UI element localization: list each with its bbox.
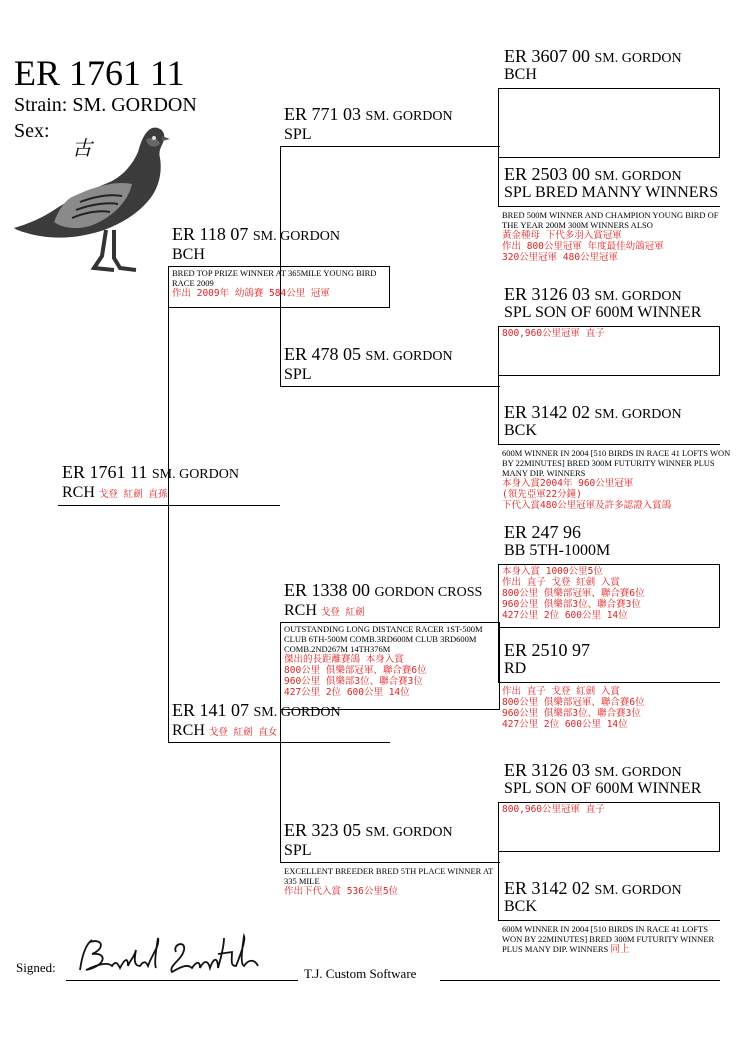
sire-ring: ER 118 07 SM. GORDON [172,224,340,244]
software-credit: T.J. Custom Software [304,966,417,981]
sire-sire-color: SPL [284,126,312,143]
sire-dam-color: SPL [284,366,312,383]
dam-dam-ring: ER 323 05 SM. GORDON [284,820,453,840]
signature-image [72,930,272,986]
ggp-ring: ER 3142 02 SM. GORDON [504,402,682,422]
ggp-color: SPL SON OF 600M WINNER [504,304,702,321]
dam-sire-color: RCH 戈登 紅劍 [284,602,365,619]
dam-dam-notes: EXCELLENT BREEDER BRED 5TH PLACE WINNER AT 335 MILE 作出下代入賞 536公里5位 [284,866,494,897]
subject-line [58,505,280,506]
ggp-ring: ER 3126 03 SM. GORDON [504,760,682,780]
pedigree-title: ER 1761 11 [14,53,185,93]
ggp-ring: ER 3126 03 SM. GORDON [504,284,682,304]
subject-ring: ER 1761 11 SM. GORDON [62,462,239,482]
ggp-line [498,206,720,207]
dam-sire-ring: ER 1338 00 GORDON CROSS [284,580,483,600]
ggp-ring: ER 2503 00 SM. GORDON [504,164,682,184]
ggp-color: BB 5TH-1000M [504,542,611,559]
ggp-notes: 800,960公里冠軍 直子 [498,326,720,376]
ggp-notes: 600M WINNER IN 2004 [510 BIRDS IN RACE 41 LOFTS WON BY 22MINUTES] BRED 300M FUTURITY WINNER PLUS MANY DIP. WINNERS 本身入賞2004年 960公里冠軍 (領先亞軍22分鐘) 下代入賞480公里冠軍及許多認證入賞鴿 [502,448,731,511]
dam-color: RCH 戈登 紅劍 直女 [172,722,278,739]
sire-color: BCH [172,246,205,263]
dam-line [168,742,390,743]
dam-sire-notes: OUTSTANDING LONG DISTANCE RACER 1ST-500M CLUB 6TH-500M COMB.3RD600M CLUB 3RD600M COMB.2ND267M 14TH376M 傑出的長距離賽鴿 本身入賞 800公里 俱樂部冠軍、聯合賽6位 960公里 俱樂部3位、聯合賽3位 427公里 2位 600公里 14位 [280,622,500,710]
dam-ring: ER 141 07 SM. GORDON [172,700,341,720]
ggp-notes: 作出 直子 戈登 紅劍 入賞 800公里 俱樂部冠軍、聯合賽6位 960公里 俱樂部3位、聯合賽3位 427公里 2位 600公里 14位 [502,686,645,730]
ggp-notes: BRED 500M WINNER AND CHAMPION YOUNG BIRD OF THE YEAR 200M 300M WINNERS ALSO 黃金種母 下代多羽入賞冠軍 作出 800公里冠軍 年度最佳幼鴿冠軍 320公里冠軍 480公里冠軍 [502,210,719,263]
ggp-ring: ER 2510 97 [504,640,591,660]
signed-label: Signed: [16,960,56,975]
dam-dam-color: SPL [284,842,312,859]
sire-notes: BRED TOP PRIZE WINNER AT 365MILE YOUNG BIRD RACE 2009 作出 2009年 幼鴿賽 584公里 冠軍 [168,266,390,308]
ggp-notes [498,88,720,158]
sire-bracket [280,146,281,386]
ggp-ring: ER 3607 00 SM. GORDON [504,46,682,66]
ggp-color: BCK [504,898,537,915]
ggp-ring: ER 247 96 [504,522,582,542]
sex-value-handwritten: 古 [72,138,92,160]
ggp-color: RD [504,660,527,677]
software-line [440,980,720,981]
ggp-notes: 800,960公里冠軍 直子 [498,802,720,852]
sire-dam-ring: ER 478 05 SM. GORDON [284,344,453,364]
ggp-color: SPL SON OF 600M WINNER [504,780,702,797]
ggp-color: SPL BRED MANNY WINNERS [504,184,719,201]
strain-line: Strain: SM. GORDON [14,94,197,116]
sire-dam-line [280,386,500,387]
sex-label: Sex: [14,120,50,142]
ggp-line [498,682,720,683]
sire-sire-line [280,146,500,147]
dam-dam-line [280,862,500,863]
ggp-line [498,920,720,921]
subject-color: RCH 戈登 紅劍 直孫 [62,484,168,501]
sire-sire-ring: ER 771 03 SM. GORDON [284,104,453,124]
pigeon-photo [10,118,170,278]
ggp-color: BCK [504,422,537,439]
subject-bracket [168,266,169,742]
ggp-color: BCH [504,66,537,83]
ggp-ring: ER 3142 02 SM. GORDON [504,878,682,898]
ggp-line [498,444,720,445]
ggp-notes: 本身入賞 1000公里5位 作出 直子 戈登 紅劍 入賞 800公里 俱樂部冠軍、聯合賽6位 960公里 俱樂部3位、聯合賽3位 427公里 2位 600公里 14位 [498,564,720,628]
ggp-notes: 600M WINNER IN 2004 [510 BIRDS IN RACE 41 LOFTS WON BY 22MINUTES] BRED 300M FUTURITY WINNER PLUS MANY DIP. WINNERS 同上 [502,924,715,955]
